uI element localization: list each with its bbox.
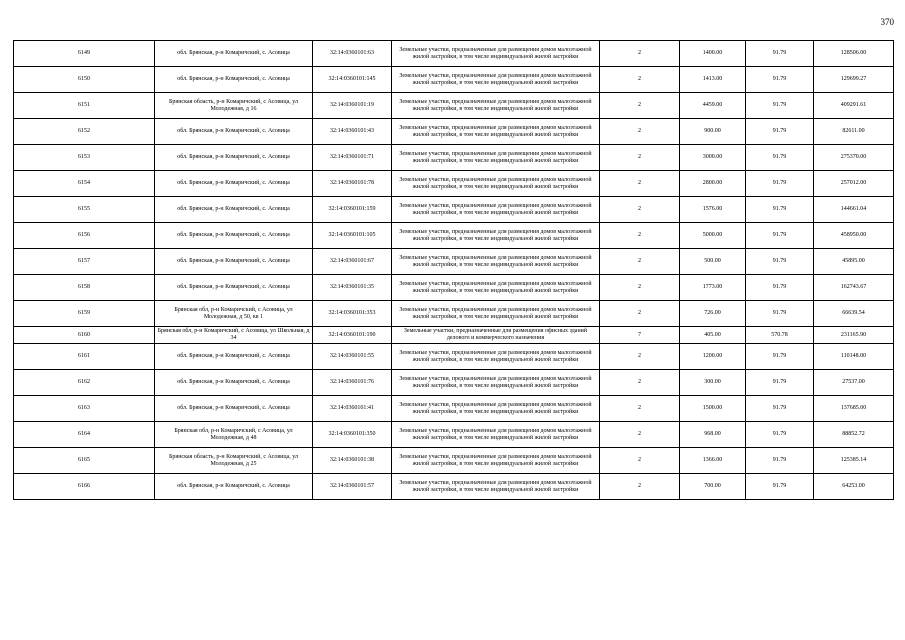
- land-use-cell: Земельные участки, предназначенные для размещения домов малоэтажной жилой застройки, в том числе индивидуальной жилой застройки: [392, 93, 600, 119]
- land-use-cell: Земельные участки, предназначенные для размещения домов малоэтажной жилой застройки, в том числе индивидуальной жилой застройки: [392, 249, 600, 275]
- specific-value-cell: 91.79: [746, 171, 814, 197]
- cadastral-value-cell: 129699.27: [814, 67, 894, 93]
- table-body: [14, 41, 894, 500]
- cadastral-number-cell: 32:14:0360101:71: [313, 145, 392, 171]
- group-cell: 2: [600, 41, 680, 67]
- area-cell: 5000.00: [680, 223, 746, 249]
- land-use-cell: Земельные участки, предназначенные для размещения домов малоэтажной жилой застройки, в том числе индивидуальной жилой застройки: [392, 223, 600, 249]
- table-row: [14, 301, 894, 327]
- cadastral-value-cell: 125385.14: [814, 448, 894, 474]
- cadastral-number-cell: 32:14:0360101:145: [313, 67, 392, 93]
- specific-value-cell: 91.79: [746, 474, 814, 500]
- address-cell: Брянская обл, р-н Комаричский, с Асовица, ул Школьная, д 34: [155, 327, 313, 344]
- table-row: [14, 327, 894, 344]
- table-row: [14, 474, 894, 500]
- address-cell: Брянская область, р-н Комаричский, с Асовица, ул Молодежная, д 25: [155, 448, 313, 474]
- record-number-cell: 6155: [14, 197, 155, 223]
- record-number-cell: 6152: [14, 119, 155, 145]
- group-cell: 2: [600, 249, 680, 275]
- table-row: [14, 275, 894, 301]
- specific-value-cell: 570.78: [746, 327, 814, 344]
- specific-value-cell: 91.79: [746, 41, 814, 67]
- cadastral-number-cell: 32:14:0360101:67: [313, 249, 392, 275]
- table-row: [14, 67, 894, 93]
- record-number-cell: 6166: [14, 474, 155, 500]
- cadastral-number-cell: 32:14:0360101:63: [313, 41, 392, 67]
- area-cell: 900.00: [680, 119, 746, 145]
- address-cell: обл. Брянская, р-н Комаричский, с. Асовица: [155, 67, 313, 93]
- table-row: [14, 370, 894, 396]
- land-use-cell: Земельные участки, предназначенные для размещения домов малоэтажной жилой застройки, в том числе индивидуальной жилой застройки: [392, 275, 600, 301]
- area-cell: 1500.00: [680, 396, 746, 422]
- area-cell: 1413.00: [680, 67, 746, 93]
- cadastral-number-cell: 32:14:0360101:19: [313, 93, 392, 119]
- record-number-cell: 6150: [14, 67, 155, 93]
- land-use-cell: Земельные участки, предназначенные для размещения домов малоэтажной жилой застройки, в том числе индивидуальной жилой застройки: [392, 448, 600, 474]
- table-row: [14, 344, 894, 370]
- group-cell: 2: [600, 223, 680, 249]
- land-use-cell: Земельные участки, предназначенные для размещения домов малоэтажной жилой застройки, в том числе индивидуальной жилой застройки: [392, 197, 600, 223]
- record-number-cell: 6156: [14, 223, 155, 249]
- table-row: [14, 41, 894, 67]
- cadastral-number-cell: 32:14:0360101:353: [313, 301, 392, 327]
- cadastral-number-cell: 32:14:0360101:105: [313, 223, 392, 249]
- record-number-cell: 6161: [14, 344, 155, 370]
- area-cell: 1773.00: [680, 275, 746, 301]
- land-use-cell: Земельные участки, предназначенные для размещения домов малоэтажной жилой застройки, в том числе индивидуальной жилой застройки: [392, 301, 600, 327]
- cadastral-number-cell: 32:14:0360101:78: [313, 171, 392, 197]
- cadastral-value-cell: 66639.54: [814, 301, 894, 327]
- cadastral-value-cell: 275370.00: [814, 145, 894, 171]
- specific-value-cell: 91.79: [746, 223, 814, 249]
- cadastral-value-cell: 27537.00: [814, 370, 894, 396]
- address-cell: обл. Брянская, р-н Комаричский, с. Асовица: [155, 370, 313, 396]
- cadastral-number-cell: 32:14:0360101:76: [313, 370, 392, 396]
- table-row: [14, 171, 894, 197]
- address-cell: обл. Брянская, р-н Комаричский, с. Асовица: [155, 249, 313, 275]
- table-row: [14, 197, 894, 223]
- record-number-cell: 6149: [14, 41, 155, 67]
- specific-value-cell: 91.79: [746, 344, 814, 370]
- specific-value-cell: 91.79: [746, 275, 814, 301]
- record-number-cell: 6165: [14, 448, 155, 474]
- record-number-cell: 6159: [14, 301, 155, 327]
- cadastral-value-cell: 409291.61: [814, 93, 894, 119]
- record-number-cell: 6160: [14, 327, 155, 344]
- land-use-cell: Земельные участки, предназначенные для размещения офисных зданий делового и коммерческого назначения: [392, 327, 600, 344]
- cadastral-number-cell: 32:14:0360101:57: [313, 474, 392, 500]
- address-cell: Брянская обл, р-н Комаричский, с Асовица, ул Молодежная, д 48: [155, 422, 313, 448]
- address-cell: обл. Брянская, р-н Комаричский, с. Асовица: [155, 145, 313, 171]
- cadastral-number-cell: 32:14:0360101:35: [313, 275, 392, 301]
- area-cell: 700.00: [680, 474, 746, 500]
- group-cell: 7: [600, 327, 680, 344]
- table-row: [14, 422, 894, 448]
- area-cell: 4459.00: [680, 93, 746, 119]
- cadastral-number-cell: 32:14:0360101:190: [313, 327, 392, 344]
- address-cell: обл. Брянская, р-н Комаричский, с. Асовица: [155, 474, 313, 500]
- record-number-cell: 6153: [14, 145, 155, 171]
- land-use-cell: Земельные участки, предназначенные для размещения домов малоэтажной жилой застройки, в том числе индивидуальной жилой застройки: [392, 474, 600, 500]
- group-cell: 2: [600, 344, 680, 370]
- cadastral-number-cell: 32:14:0360101:55: [313, 344, 392, 370]
- land-use-cell: Земельные участки, предназначенные для размещения домов малоэтажной жилой застройки, в том числе индивидуальной жилой застройки: [392, 41, 600, 67]
- cadastral-value-cell: 257012.00: [814, 171, 894, 197]
- cadastral-number-cell: 32:14:0360101:159: [313, 197, 392, 223]
- area-cell: 405.00: [680, 327, 746, 344]
- area-cell: 1200.00: [680, 344, 746, 370]
- cadastral-value-cell: 88852.72: [814, 422, 894, 448]
- cadastral-value-cell: 45895.00: [814, 249, 894, 275]
- specific-value-cell: 91.79: [746, 396, 814, 422]
- table-row: [14, 249, 894, 275]
- specific-value-cell: 91.79: [746, 93, 814, 119]
- area-cell: 1576.00: [680, 197, 746, 223]
- table-row: [14, 396, 894, 422]
- cadastral-registry-table: [13, 40, 894, 500]
- table-row: [14, 223, 894, 249]
- address-cell: обл. Брянская, р-н Комаричский, с. Асовица: [155, 344, 313, 370]
- group-cell: 2: [600, 275, 680, 301]
- land-use-cell: Земельные участки, предназначенные для размещения домов малоэтажной жилой застройки, в том числе индивидуальной жилой застройки: [392, 422, 600, 448]
- specific-value-cell: 91.79: [746, 197, 814, 223]
- cadastral-value-cell: 110148.00: [814, 344, 894, 370]
- area-cell: 968.00: [680, 422, 746, 448]
- area-cell: 1400.00: [680, 41, 746, 67]
- land-use-cell: Земельные участки, предназначенные для размещения домов малоэтажной жилой застройки, в том числе индивидуальной жилой застройки: [392, 171, 600, 197]
- cadastral-value-cell: 128506.00: [814, 41, 894, 67]
- address-cell: обл. Брянская, р-н Комаричский, с. Асовица: [155, 396, 313, 422]
- area-cell: 726.00: [680, 301, 746, 327]
- land-use-cell: Земельные участки, предназначенные для размещения домов малоэтажной жилой застройки, в том числе индивидуальной жилой застройки: [392, 344, 600, 370]
- cadastral-value-cell: 64253.00: [814, 474, 894, 500]
- land-use-cell: Земельные участки, предназначенные для размещения домов малоэтажной жилой застройки, в том числе индивидуальной жилой застройки: [392, 145, 600, 171]
- group-cell: 2: [600, 67, 680, 93]
- group-cell: 2: [600, 370, 680, 396]
- record-number-cell: 6151: [14, 93, 155, 119]
- cadastral-number-cell: 32:14:0360101:350: [313, 422, 392, 448]
- cadastral-value-cell: 137685.00: [814, 396, 894, 422]
- group-cell: 2: [600, 93, 680, 119]
- cadastral-value-cell: 82611.00: [814, 119, 894, 145]
- table-row: [14, 119, 894, 145]
- group-cell: 2: [600, 145, 680, 171]
- cadastral-value-cell: 231165.90: [814, 327, 894, 344]
- address-cell: обл. Брянская, р-н Комаричский, с. Асовица: [155, 41, 313, 67]
- group-cell: 2: [600, 197, 680, 223]
- address-cell: обл. Брянская, р-н Комаричский, с. Асовица: [155, 223, 313, 249]
- address-cell: обл. Брянская, р-н Комаричский, с. Асовица: [155, 171, 313, 197]
- group-cell: 2: [600, 171, 680, 197]
- land-use-cell: Земельные участки, предназначенные для размещения домов малоэтажной жилой застройки, в том числе индивидуальной жилой застройки: [392, 67, 600, 93]
- address-cell: Брянская обл, р-н Комаричский, с Асовица, ул Молодежная, д 50, кв 1: [155, 301, 313, 327]
- group-cell: 2: [600, 301, 680, 327]
- area-cell: 2800.00: [680, 171, 746, 197]
- group-cell: 2: [600, 448, 680, 474]
- land-use-cell: Земельные участки, предназначенные для размещения домов малоэтажной жилой застройки, в том числе индивидуальной жилой застройки: [392, 396, 600, 422]
- cadastral-value-cell: 458950.00: [814, 223, 894, 249]
- area-cell: 500.00: [680, 249, 746, 275]
- land-use-cell: Земельные участки, предназначенные для размещения домов малоэтажной жилой застройки, в том числе индивидуальной жилой застройки: [392, 370, 600, 396]
- record-number-cell: 6158: [14, 275, 155, 301]
- record-number-cell: 6164: [14, 422, 155, 448]
- record-number-cell: 6163: [14, 396, 155, 422]
- specific-value-cell: 91.79: [746, 67, 814, 93]
- address-cell: обл. Брянская, р-н Комаричский, с. Асовица: [155, 119, 313, 145]
- cadastral-value-cell: 144661.04: [814, 197, 894, 223]
- cadastral-number-cell: 32:14:0360101:41: [313, 396, 392, 422]
- record-number-cell: 6154: [14, 171, 155, 197]
- area-cell: 300.00: [680, 370, 746, 396]
- group-cell: 2: [600, 422, 680, 448]
- specific-value-cell: 91.79: [746, 370, 814, 396]
- group-cell: 2: [600, 396, 680, 422]
- specific-value-cell: 91.79: [746, 249, 814, 275]
- table-row: [14, 448, 894, 474]
- table-row: [14, 93, 894, 119]
- page-number: 370: [880, 17, 894, 27]
- cadastral-number-cell: 32:14:0360101:38: [313, 448, 392, 474]
- cadastral-value-cell: 162743.67: [814, 275, 894, 301]
- group-cell: 2: [600, 119, 680, 145]
- specific-value-cell: 91.79: [746, 145, 814, 171]
- specific-value-cell: 91.79: [746, 301, 814, 327]
- cadastral-number-cell: 32:14:0360101:43: [313, 119, 392, 145]
- area-cell: 3000.00: [680, 145, 746, 171]
- address-cell: Брянская область, р-н Комаричский, с Асовица, ул Молодежная, д 16: [155, 93, 313, 119]
- record-number-cell: 6157: [14, 249, 155, 275]
- address-cell: обл. Брянская, р-н Комаричский, с. Асовица: [155, 275, 313, 301]
- record-number-cell: 6162: [14, 370, 155, 396]
- land-use-cell: Земельные участки, предназначенные для размещения домов малоэтажной жилой застройки, в том числе индивидуальной жилой застройки: [392, 119, 600, 145]
- specific-value-cell: 91.79: [746, 422, 814, 448]
- specific-value-cell: 91.79: [746, 119, 814, 145]
- table-row: [14, 145, 894, 171]
- address-cell: обл. Брянская, р-н Комаричский, с. Асовица: [155, 197, 313, 223]
- group-cell: 2: [600, 474, 680, 500]
- area-cell: 1366.00: [680, 448, 746, 474]
- specific-value-cell: 91.79: [746, 448, 814, 474]
